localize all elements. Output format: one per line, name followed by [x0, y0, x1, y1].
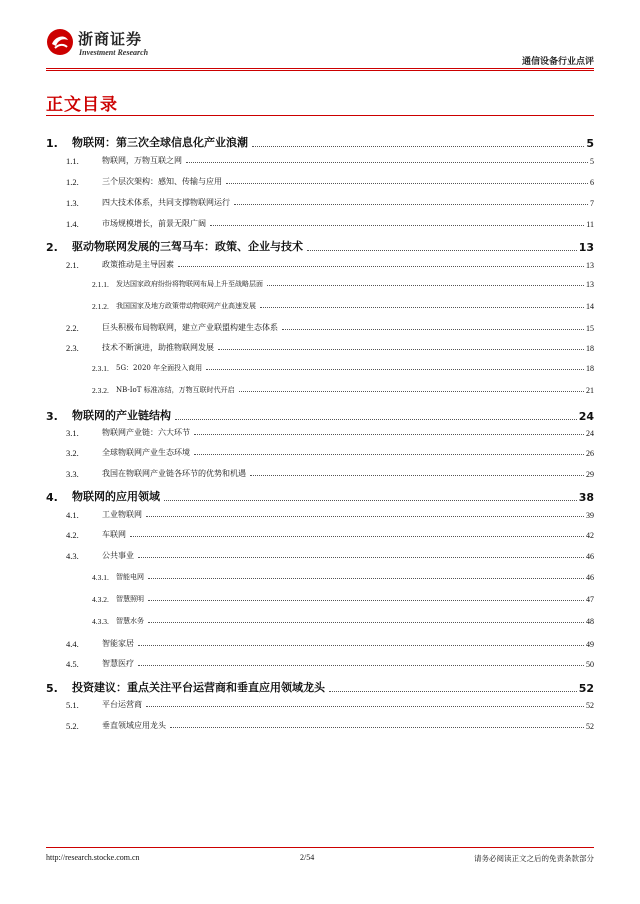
toc-entry-title: 我国国家及地方政策带动物联网产业高速发展: [116, 302, 256, 310]
toc-entry[interactable]: [46, 468, 594, 479]
toc-entry-number: 4.2.: [66, 530, 79, 540]
toc-leader-dots: [329, 690, 577, 692]
toc-entry[interactable]: [46, 616, 594, 626]
logo-english-name: Investment Research: [79, 48, 149, 57]
toc-leader-dots: [146, 705, 584, 707]
toc-entry[interactable]: [46, 238, 594, 254]
toc-leader-dots: [234, 203, 588, 205]
toc-leader-dots: [260, 306, 584, 308]
toc-entry-page: 29: [586, 470, 594, 479]
toc-entry-number: 5.1.: [66, 700, 79, 710]
toc-entry-page: 26: [586, 449, 594, 458]
toc-leader-dots: [164, 499, 577, 501]
toc-entry-page: 47: [586, 595, 594, 604]
toc-entry-title: 智慧照明: [116, 595, 144, 603]
toc-entry-title: 三个层次架构：感知、传输与应用: [102, 177, 222, 186]
toc-entry-title: 全球物联网产业生态环境: [102, 448, 190, 457]
report-category: 通信设备行业点评: [521, 57, 594, 67]
toc-entry-title: 5G：2020 年全面投入商用: [116, 364, 203, 372]
toc-entry-number: 2.2.: [66, 323, 79, 333]
toc-entry-page: 39: [586, 511, 594, 520]
toc-entry-number: 1.2.: [66, 177, 79, 187]
toc-entry-title: 驱动物联网发展的三驾马车：政策、企业与技术: [72, 240, 303, 253]
toc-entry-page: 48: [586, 617, 594, 626]
toc-leader-dots: [138, 664, 584, 666]
toc-entry[interactable]: [46, 385, 594, 395]
toc-heading: 正文目录: [46, 95, 118, 115]
toc-entry-page: 49: [586, 640, 594, 649]
toc-entry-number: 5.: [46, 682, 58, 695]
toc-entry[interactable]: [46, 197, 594, 208]
toc-entry-title: 技术不断演进，助推物联网发展: [102, 343, 214, 352]
toc-entry[interactable]: [46, 259, 594, 270]
toc-entry-title: 平台运营商: [102, 700, 142, 709]
toc-entry[interactable]: [46, 155, 594, 166]
toc-entry-number: 4.3.3.: [92, 617, 109, 626]
toc-entry-title: 物联网的产业链结构: [72, 409, 171, 422]
toc-entry-title: 垂直领域应用龙头: [102, 721, 166, 730]
toc-entry-title: 四大技术体系，共同支撑物联网运行: [102, 198, 230, 207]
toc-leader-dots: [194, 453, 584, 455]
toc-leader-dots: [307, 249, 577, 251]
toc-entry-page: 46: [586, 552, 594, 561]
toc-entry-number: 2.: [46, 241, 58, 254]
toc-entry-page: 7: [590, 199, 594, 208]
footer-divider: [46, 847, 594, 848]
toc-entry[interactable]: [46, 658, 594, 669]
toc-leader-dots: [226, 182, 588, 184]
toc-entry[interactable]: [46, 342, 594, 353]
toc-leader-dots: [282, 328, 584, 330]
toc-entry-page: 5: [590, 157, 594, 166]
toc-entry[interactable]: [46, 699, 594, 710]
logo-emblem-icon: [46, 28, 74, 56]
toc-entry-title: NB-IoT 标准冻结，万物互联时代开启: [116, 386, 235, 394]
toc-entry-page: 15: [586, 324, 594, 333]
toc-entry-number: 4.3.1.: [92, 573, 109, 582]
toc-leader-dots: [138, 644, 584, 646]
toc-entry-page: 24: [586, 429, 594, 438]
toc-entry[interactable]: [46, 218, 594, 229]
footer-disclaimer: 请务必阅读正文之后的免责条款部分: [474, 854, 594, 863]
toc-leader-dots: [170, 726, 584, 728]
toc-entry[interactable]: [46, 594, 594, 604]
toc-entry[interactable]: [46, 488, 594, 504]
toc-leader-dots: [138, 556, 584, 558]
toc-entry-page: 38: [578, 491, 594, 504]
toc-leader-dots: [239, 390, 584, 392]
toc-entry[interactable]: [46, 572, 594, 582]
toc-entry-number: 3.1.: [66, 428, 79, 438]
toc-entry-number: 4.5.: [66, 659, 79, 669]
header-divider: [46, 68, 594, 69]
toc-entry-title: 物联网，万物互联之网: [102, 156, 182, 165]
toc-entry-page: 52: [578, 682, 594, 695]
toc-entry-number: 1.3.: [66, 198, 79, 208]
toc-leader-dots: [210, 224, 584, 226]
toc-entry[interactable]: [46, 720, 594, 731]
toc-entry-title: 智慧水务: [116, 617, 144, 625]
toc-leader-dots: [267, 284, 584, 286]
toc-entry-number: 3.: [46, 410, 58, 423]
toc-entry[interactable]: [46, 279, 594, 289]
toc-entry-page: 52: [586, 701, 594, 710]
toc-entry-page: 5: [586, 137, 594, 150]
toc-entry[interactable]: [46, 529, 594, 540]
toc-entry[interactable]: [46, 301, 594, 311]
toc-leader-dots: [130, 535, 584, 537]
toc-entry-number: 2.1.2.: [92, 302, 109, 311]
toc-leader-dots: [186, 161, 588, 163]
toc-entry-number: 2.3.: [66, 343, 79, 353]
toc-heading-divider: [46, 115, 594, 116]
toc-leader-dots: [218, 348, 584, 350]
toc-entry-page: 50: [586, 660, 594, 669]
toc-entry-title: 工业物联网: [102, 510, 142, 519]
toc-entry-title: 投资建议：重点关注平台运营商和垂直应用领域龙头: [72, 681, 325, 694]
toc-entry-page: 13: [586, 280, 594, 289]
toc-leader-dots: [250, 474, 584, 476]
toc-entry-title: 智慧医疗: [102, 659, 134, 668]
toc-entry-page: 42: [586, 531, 594, 540]
toc-entry[interactable]: [46, 509, 594, 520]
toc-leader-dots: [206, 368, 584, 370]
toc-leader-dots: [252, 145, 584, 147]
toc-entry-number: 4.3.2.: [92, 595, 109, 604]
toc-entry-title: 发达国家政府纷纷将物联网布局上升至战略层面: [116, 280, 263, 288]
toc-entry-number: 2.1.1.: [92, 280, 109, 289]
toc-entry-page: 14: [586, 302, 594, 311]
toc-entry-page: 46: [586, 573, 594, 582]
toc-entry-title: 智能家居: [102, 639, 134, 648]
toc-entry-page: 18: [586, 344, 594, 353]
toc-entry-title: 物联网的应用领域: [72, 490, 160, 503]
toc-entry-title: 政策推动是主导因素: [102, 260, 174, 269]
toc-entry[interactable]: [46, 679, 594, 695]
header-divider-thin: [46, 70, 594, 71]
toc-entry-number: 1.: [46, 137, 58, 150]
page-number: 2/54: [300, 853, 315, 862]
toc-entry-number: 2.3.1.: [92, 364, 109, 373]
toc-entry[interactable]: [46, 322, 594, 333]
toc-entry-page: 13: [586, 261, 594, 270]
toc-entry-number: 4.1.: [66, 510, 79, 520]
toc-leader-dots: [146, 515, 584, 517]
toc-entry[interactable]: [46, 176, 594, 187]
toc-entry-number: 1.1.: [66, 156, 79, 166]
toc-entry-number: 2.3.2.: [92, 386, 109, 395]
toc-entry[interactable]: [46, 134, 594, 150]
page-header: [46, 20, 594, 68]
toc-entry-title: 物联网：第三次全球信息化产业浪潮: [72, 136, 248, 149]
toc-entry-page: 21: [586, 386, 594, 395]
footer-url[interactable]: http://research.stocke.com.cn: [46, 853, 140, 862]
toc-entry[interactable]: [46, 427, 594, 438]
toc-entry-title: 巨头积极布局物联网，建立产业联盟构建生态体系: [102, 323, 278, 332]
toc-entry-number: 5.2.: [66, 721, 79, 731]
toc-entry[interactable]: [46, 638, 594, 649]
toc-entry-title: 公共事业: [102, 551, 134, 560]
toc-entry-page: 6: [590, 178, 594, 187]
toc-entry-number: 2.1.: [66, 260, 79, 270]
toc-entry-number: 4.3.: [66, 551, 79, 561]
toc-leader-dots: [148, 599, 584, 601]
toc-entry-number: 4.: [46, 491, 58, 504]
toc-entry-title: 智能电网: [116, 573, 144, 581]
toc-entry-page: 13: [578, 241, 594, 254]
toc-leader-dots: [194, 433, 584, 435]
toc-entry-page: 24: [578, 410, 594, 423]
toc-entry[interactable]: [46, 550, 594, 561]
toc-entry[interactable]: [46, 407, 594, 423]
toc-leader-dots: [148, 577, 584, 579]
toc-entry-title: 市场规模增长，前景无限广阔: [102, 219, 206, 228]
toc-entry[interactable]: [46, 363, 594, 373]
toc-leader-dots: [175, 418, 577, 420]
toc-leader-dots: [178, 265, 584, 267]
toc-entry-title: 物联网产业链：六大环节: [102, 428, 190, 437]
toc-entry-number: 4.4.: [66, 639, 79, 649]
toc-entry-page: 18: [586, 364, 594, 373]
toc-entry[interactable]: [46, 447, 594, 458]
toc-entry-number: 1.4.: [66, 219, 79, 229]
toc-leader-dots: [148, 621, 584, 623]
company-logo: [46, 26, 166, 66]
toc-entry-number: 3.3.: [66, 469, 79, 479]
toc-entry-title: 车联网: [102, 530, 126, 539]
toc-entry-page: 11: [586, 220, 594, 229]
toc-entry-number: 3.2.: [66, 448, 79, 458]
logo-chinese-name: 浙商证券: [78, 30, 143, 48]
toc-entry-page: 52: [586, 722, 594, 731]
toc-entry-title: 我国在物联网产业链各环节的优势和机遇: [102, 469, 246, 478]
